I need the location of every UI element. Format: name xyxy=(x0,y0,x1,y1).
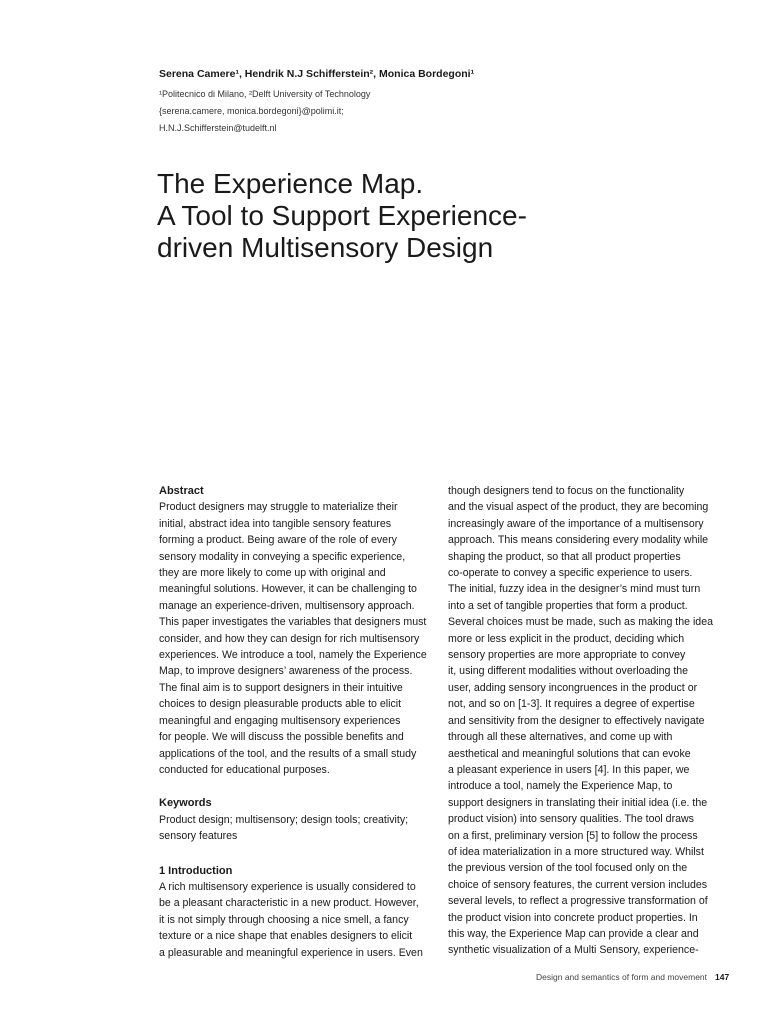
body-line: synthetic visualization of a Multi Sensory, experience- xyxy=(448,944,699,957)
body-line: introduce a tool, namely the Experience Map, to xyxy=(448,780,673,793)
introduction-heading: 1 Introduction xyxy=(159,864,233,877)
body-line: the previous version of the tool focused only on the xyxy=(448,862,688,875)
abstract-line: consider, and how they can design for rich multisensory xyxy=(159,632,420,645)
abstract-line: choices to design pleasurable products able to elicit xyxy=(159,698,402,711)
introduction-line: a pleasurable and meaningful experience in users. Even xyxy=(159,946,423,959)
abstract-line: they are more likely to come up with original and xyxy=(159,567,386,580)
author-email-tudelft: H.N.J.Schifferstein@tudelft.nl xyxy=(159,123,277,133)
right-column xyxy=(448,483,728,959)
body-line: not, and so on [1-3]. It requires a degree of expertise xyxy=(448,698,695,711)
abstract-line: sensory modality in conveying a specific experience, xyxy=(159,550,406,563)
body-line: the product vision into concrete product properties. In xyxy=(448,911,698,924)
body-line: approach. This means considering every modality while xyxy=(448,534,709,547)
abstract-line: Product designers may struggle to materialize their xyxy=(159,501,398,514)
body-line: several levels, to reflect a progressive transformation of xyxy=(448,895,708,908)
body-line: a pleasant experience in users [4]. In this paper, we xyxy=(448,763,690,776)
abstract-line: forming a product. Being aware of the role of every xyxy=(159,534,397,547)
body-line: aesthetical and meaningful solutions that can evoke xyxy=(448,747,691,760)
keywords-line: sensory features xyxy=(159,830,238,843)
introduction-line: A rich multisensory experience is usually considered to xyxy=(159,880,416,893)
abstract-line: for people. We will discuss the possible benefits and xyxy=(159,731,404,744)
title-line-3: driven Multisensory Design xyxy=(157,232,494,263)
body-line: it, using different modalities without overloading the xyxy=(448,665,689,678)
page-number: 147 xyxy=(715,972,730,982)
abstract-line: meaningful solutions. However, it can be challenging to xyxy=(159,583,417,596)
affiliation-block xyxy=(159,86,370,137)
abstract-line: Map, to improve designers’ awareness of the process. xyxy=(159,665,413,678)
body-line: more or less explicit in the product, deciding which xyxy=(448,632,685,645)
keywords-heading: Keywords xyxy=(159,797,212,810)
keywords-body xyxy=(159,812,435,845)
abstract-line: This paper investigates the variables that designers must xyxy=(159,616,427,629)
paper-title xyxy=(157,168,527,264)
body-line: and the visual aspect of the product, they are becoming xyxy=(448,501,709,514)
abstract-line: The final aim is to support designers in their intuitive xyxy=(159,681,403,694)
left-column xyxy=(159,483,435,961)
author-list: Serena Camere¹, Hendrik N.J Schifferstein², Monica Bordegoni¹ xyxy=(159,68,475,80)
body-line: shaping the product, so that all product properties xyxy=(448,550,681,563)
body-line: user, adding sensory incongruences in the product or xyxy=(448,681,698,694)
title-line-2: A Tool to Support Experience- xyxy=(157,200,527,231)
body-line: product vision) into sensory qualities. The tool draws xyxy=(448,813,694,826)
page-footer xyxy=(536,972,729,982)
abstract-line: experiences. We introduce a tool, namely the Experience xyxy=(159,649,427,662)
body-line: increasingly aware of the importance of a multisensory xyxy=(448,517,704,530)
affiliation: ¹Politecnico di Milano, ²Delft University of Technology xyxy=(159,89,371,99)
abstract-line: initial, abstract idea into tangible sensory features xyxy=(159,517,392,530)
abstract-line: manage an experience-driven, multisensory approach. xyxy=(159,599,415,612)
body-line: this way, the Experience Map can provide a clear and xyxy=(448,927,699,940)
introduction-line: it is not simply through choosing a nice smell, a fancy xyxy=(159,913,409,926)
abstract-heading: Abstract xyxy=(159,485,204,497)
body-line: though designers tend to focus on the functionality xyxy=(448,485,685,497)
body-line: through all these alternatives, and come up with xyxy=(448,731,673,744)
body-line: into a set of tangible properties that form a product. xyxy=(448,599,688,612)
body-line: Several choices must be made, such as making the idea xyxy=(448,616,713,629)
body-line: on a first, preliminary version [5] to follow the process xyxy=(448,829,698,842)
body-line: choice of sensory features, the current version includes xyxy=(448,878,708,891)
body-line: of idea materialization in a more structured way. Whilst xyxy=(448,845,704,858)
abstract-line: applications of the tool, and the results of a small study xyxy=(159,747,417,760)
abstract-line: meaningful and engaging multisensory experiences xyxy=(159,714,401,727)
body-line: and sensitivity from the designer to effectively navigate xyxy=(448,714,705,727)
footer-section-title: Design and semantics of form and movement xyxy=(536,972,708,982)
author-emails: {serena.camere, monica.bordegoni}@polimi.it; xyxy=(159,106,344,116)
introduction-line: texture or a nice shape that enables designers to elicit xyxy=(159,930,413,943)
introduction-line: be a pleasant characteristic in a new product. However, xyxy=(159,897,419,910)
body-line: co-operate to convey a specific experience to users. xyxy=(448,567,693,580)
abstract-line: conducted for educational purposes. xyxy=(159,763,330,776)
abstract-body xyxy=(159,499,435,778)
introduction-body xyxy=(159,879,435,961)
body-line: support designers in translating their initial idea (i.e. the xyxy=(448,796,708,809)
keywords-line: Product design; multisensory; design tools; creativity; xyxy=(159,813,409,826)
body-line: The initial, fuzzy idea in the designer’s mind must turn xyxy=(448,583,701,596)
title-line-1: The Experience Map. xyxy=(157,168,424,199)
body-line: sensory properties are more appropriate to convey xyxy=(448,649,686,662)
